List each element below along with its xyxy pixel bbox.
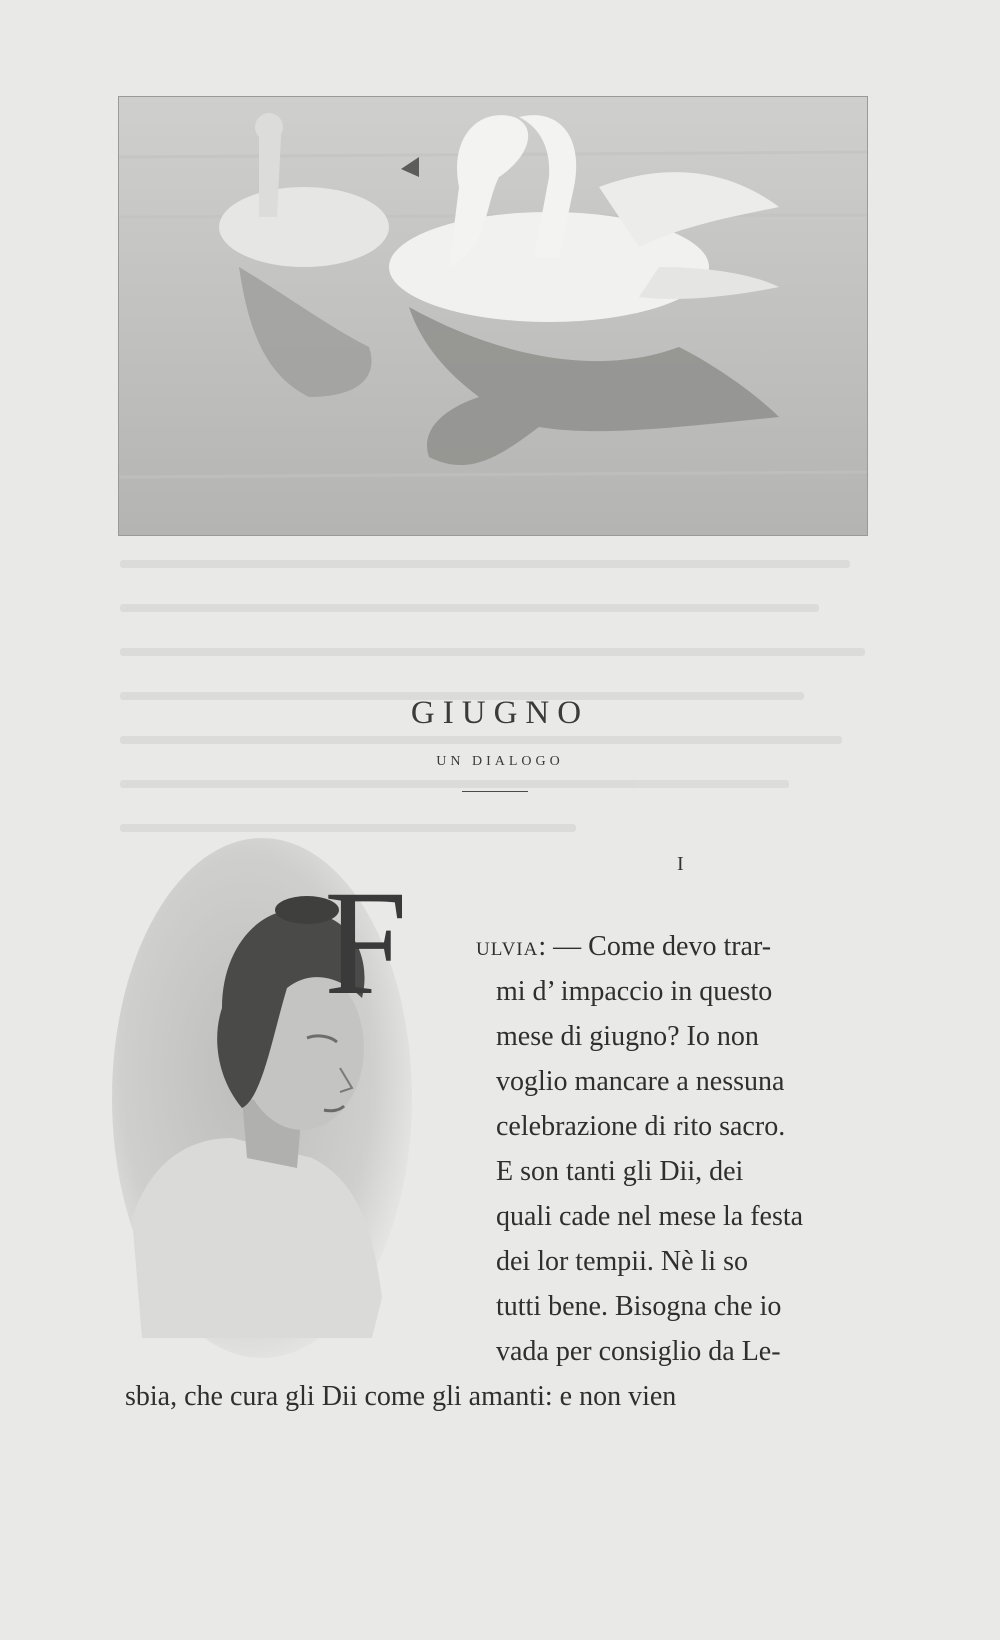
text-line: E son tanti gli Dii, dei [496,1156,744,1187]
text-line: tutti bene. Bisogna che io [496,1291,782,1322]
section-number: I [677,853,684,875]
text-line: voglio mancare a nessuna [496,1066,785,1097]
divider-rule [462,791,528,792]
text-line-first [476,925,870,969]
text-line: mi d’ impaccio in questo [496,976,773,1007]
text-line: mese di giugno? Io non [496,1021,759,1052]
text-line: dei lor tempii. Nè li so [496,1246,748,1277]
text-line: quali cade nel mese la festa [496,1201,804,1232]
text-line: vada per consiglio da Le- [496,1336,781,1367]
swans-illustration [118,96,868,536]
chapter-subtitle: UN DIALOGO [436,754,564,769]
first-line-rest: : — Come devo trar- [538,931,772,962]
text-line: celebrazione di rito sacro. [496,1111,786,1142]
drop-cap: F [324,860,408,1026]
text-line-full: sbia, che cura gli Dii come gli amanti: e non vien [125,1381,677,1412]
swans-icon [119,97,867,535]
chapter-title: GIUGNO [410,695,590,731]
speaker-name: ULVIA [476,939,539,960]
